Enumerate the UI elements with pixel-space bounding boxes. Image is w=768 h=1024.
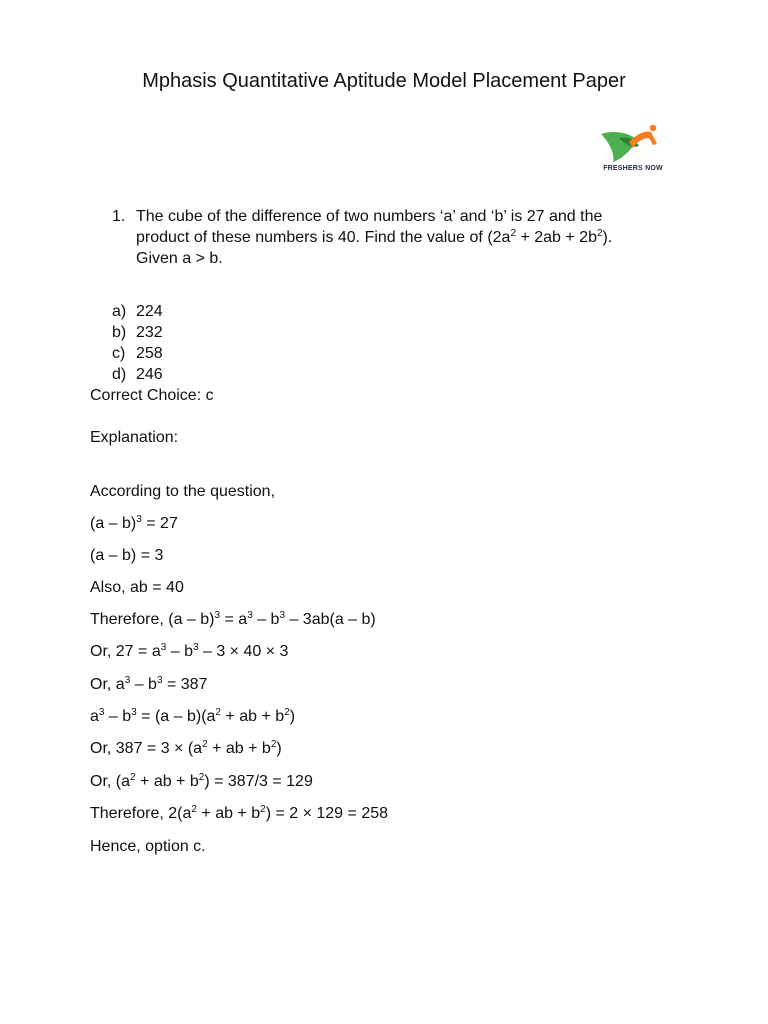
option-value: 224 — [136, 303, 163, 320]
question-line-1: The cube of the difference of two numbers ‘a’ and ‘b’ is 27 and the — [136, 208, 603, 225]
option-c — [112, 343, 163, 364]
explanation-step-7: $a^3 - b^3 = (a - b)(a^2$ + ab + $b^2$) — [90, 707, 296, 725]
freshers-now-logo — [595, 124, 671, 176]
explanation-conclusion: Hence, option c. — [90, 838, 206, 855]
option-label: a) — [112, 303, 127, 320]
explanation-step-8: Or, $387 = 3 \times (a^2$ + ab + $b^2$) — [90, 739, 282, 757]
option-value: 246 — [136, 366, 163, 383]
option-a — [112, 301, 163, 322]
explanation-step-10: Therefore, $2(a^2$ + ab + $b^2) = 2 \times 129 = 258$ — [90, 804, 389, 822]
option-d — [112, 364, 163, 385]
explanation-heading: Explanation: — [90, 429, 179, 446]
explanation-step-2: (a – b) = 3 — [90, 547, 164, 564]
option-label: d) — [112, 366, 127, 383]
option-value: 232 — [136, 324, 163, 341]
correct-choice: Correct Choice: c — [90, 387, 214, 404]
question-text — [136, 206, 672, 269]
page-title: Mphasis Quantitative Aptitude Model Placement Paper — [142, 70, 626, 92]
option-value: 258 — [136, 345, 163, 362]
option-b — [112, 322, 163, 343]
logo-text: FRESHERS NOW — [603, 165, 663, 172]
question-number: 1. — [112, 208, 126, 225]
explanation-step-9: Or, ($a^2$ + ab + $b^2) = 387/3 = 129$ — [90, 772, 313, 790]
answer-options — [112, 301, 163, 385]
explanation-step-6: Or, $a^3 - b^3 = 387$ — [90, 675, 208, 693]
freshers-now-logo-icon — [599, 124, 663, 164]
explanation-intro: According to the question, — [90, 483, 276, 500]
question-line-3: Given a > b. — [136, 250, 223, 267]
option-label: b) — [112, 324, 127, 341]
explanation-step-5: Or, $27 = a^3 - b^3 - 3 \times 40 \times 3$ — [90, 642, 289, 660]
explanation-step-1: (a – b)$^3$ = 27 — [90, 514, 178, 532]
question-line-2: product of these numbers is 40. Find the value of $(2a^2 + 2ab + 2b^2)$. — [136, 228, 613, 246]
option-label: c) — [112, 345, 126, 362]
explanation-step-4: Therefore, $(a - b)^3 = a^3 - b^3 - 3ab(a - b)$ — [90, 610, 376, 628]
explanation-step-3: Also, ab = 40 — [90, 579, 184, 596]
